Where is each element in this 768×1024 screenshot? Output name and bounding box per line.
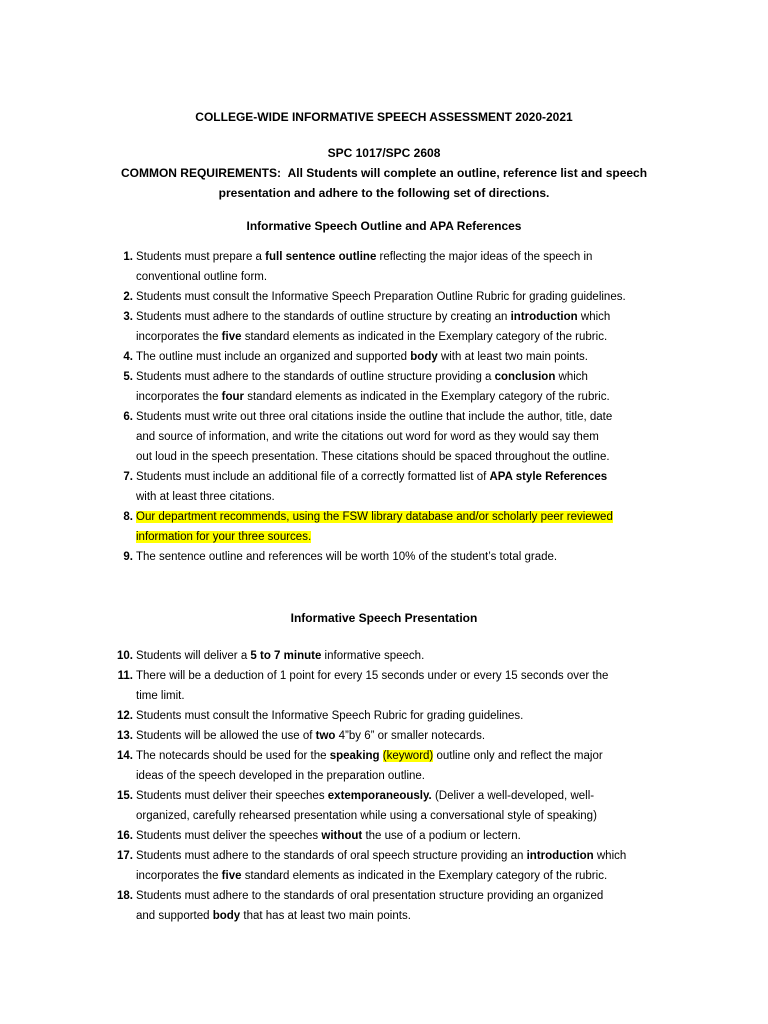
text-segment: with at least two main points. — [437, 351, 588, 363]
list-item-line — [136, 291, 626, 303]
list-item-number: 10. — [117, 650, 133, 662]
list-item-number: 5. — [123, 371, 133, 383]
requirements-line-1 — [0, 166, 768, 180]
bold-text: APA style References — [489, 471, 608, 483]
list-item-line — [136, 331, 607, 343]
list-item-line — [136, 830, 521, 842]
list-item-line — [136, 770, 425, 782]
list-item-number: 15. — [117, 790, 133, 802]
text-segment: that has at least two main points. — [240, 910, 411, 922]
list-item-number: 6. — [123, 411, 133, 423]
list-item-line — [136, 790, 594, 802]
text-segment: incorporates the — [136, 391, 222, 403]
list-item-line — [136, 471, 607, 483]
text-segment: The sentence outline and references will be worth 10% of the student’s total grade. — [136, 551, 558, 563]
text-segment: informative speech. — [321, 650, 425, 662]
requirements-line-2: presentation and adhere to the following set of directions. — [218, 186, 550, 200]
text-segment: Students must adhere to the standards of oral presentation structure providing an organized — [136, 890, 604, 902]
text-segment: Students must deliver the speeches — [136, 830, 322, 842]
text-segment: outline only and reflect the major — [433, 750, 603, 762]
list-item-number: 4. — [123, 351, 133, 363]
text-segment: The outline must include an organized and supported — [136, 351, 411, 363]
text-segment: which — [593, 850, 627, 862]
list-item-line — [136, 670, 608, 682]
list-item-line — [136, 551, 557, 563]
bold-text: four — [221, 391, 245, 403]
list-item-line — [136, 850, 626, 862]
list-item-number: 16. — [117, 830, 133, 842]
text-segment: standard elements as indicated in the Exemplary category of the rubric. — [241, 331, 608, 343]
list-item-number: 18. — [117, 890, 133, 902]
list-item-line — [136, 491, 275, 503]
bold-text: five — [221, 331, 242, 343]
bold-text: conclusion — [494, 371, 556, 383]
text-segment: The notecards should be used for the — [136, 750, 330, 762]
list-item-line — [136, 870, 607, 882]
bold-text: outline — [338, 251, 377, 263]
list-item-line — [136, 271, 267, 283]
list-item-number: 7. — [123, 471, 133, 483]
requirements-label: COMMON REQUIREMENTS: — [120, 166, 281, 180]
list-item-number: 9. — [123, 551, 133, 563]
bold-text: five — [221, 870, 242, 882]
list-item-line — [136, 311, 610, 323]
text-segment: Students must consult the Informative Speech Rubric for grading guidelines. — [136, 710, 524, 722]
text-segment: out loud in the speech presentation. These citations should be spaced throughout the outline. — [136, 451, 610, 463]
list-item-line — [136, 391, 610, 403]
list-item-line — [136, 730, 485, 742]
list-item-number: 2. — [123, 291, 133, 303]
list-item-line — [136, 910, 411, 922]
document-title: COLLEGE-WIDE INFORMATIVE SPEECH ASSESSMENT 2020-2021 — [195, 110, 573, 124]
list-item-line — [136, 511, 613, 523]
list-item-line — [136, 411, 612, 423]
text-segment: Students must adhere to the standards of oral speech structure providing an — [136, 850, 527, 862]
list-item-line — [136, 531, 311, 543]
bold-text: speaking — [329, 750, 380, 762]
text-segment: Students must consult the Informative Speech Preparation Outline Rubric for grading guidelines. — [136, 291, 626, 303]
list-item-line — [136, 371, 588, 383]
text-segment: Students must write out three oral citations inside the outline that include the author, title, date — [136, 411, 613, 423]
list-item-line — [136, 810, 597, 822]
list-item-number: 11. — [117, 670, 133, 682]
text-segment: ideas of the speech developed in the preparation outline. — [136, 770, 425, 782]
list-item-number: 8. — [123, 511, 133, 523]
text-segment: Students will be allowed the use of — [136, 730, 316, 742]
text-segment: the use of a podium or lectern. — [362, 830, 521, 842]
list-item-number: 14. — [117, 750, 133, 762]
bold-text: two — [315, 730, 336, 742]
bold-text: body — [212, 910, 241, 922]
text-segment: Students must prepare a — [136, 251, 266, 263]
text-segment: Students must adhere to the standards of outline structure providing a — [136, 371, 495, 383]
text-segment: time limit. — [136, 690, 185, 702]
section-heading-presentation: Informative Speech Presentation — [290, 611, 478, 625]
text-segment: Students must include an additional file of a correctly formatted list of — [136, 471, 490, 483]
highlighted-text: Our department recommends, using the FSW library database and/or scholarly peer reviewed — [136, 511, 613, 523]
section-heading-outline: Informative Speech Outline and APA References — [246, 219, 522, 233]
text-segment: reflecting the major ideas of the speech in — [376, 251, 593, 263]
text-segment: incorporates the — [136, 870, 222, 882]
text-segment: and supported — [136, 910, 213, 922]
text-segment: standard elements as indicated in the Exemplary category of the rubric. — [244, 391, 610, 403]
text-segment: Students must deliver their speeches — [136, 790, 328, 802]
list-item-line — [136, 451, 610, 463]
text-segment: There will be a deduction of 1 point for every 15 seconds under or every 15 seconds over the — [136, 670, 609, 682]
bold-text: introduction — [510, 311, 578, 323]
bold-text: without — [321, 830, 363, 842]
list-item-number: 13. — [117, 730, 133, 742]
highlighted-text: (keyword) — [382, 750, 434, 762]
text-segment: with at least three citations. — [136, 491, 275, 503]
bold-text: 5 to 7 minute — [250, 650, 322, 662]
list-item-number: 1. — [123, 251, 133, 263]
bold-text: extemporaneously. — [327, 790, 432, 802]
text-segment: which — [577, 311, 611, 323]
list-item-line — [136, 690, 185, 702]
list-item-line — [136, 710, 523, 722]
text-segment: and source of information, and write the citations out word for word as they would say them — [136, 431, 599, 443]
text-segment: which — [555, 371, 588, 383]
course-code: SPC 1017/SPC 2608 — [327, 146, 441, 160]
text-segment: incorporates the — [136, 331, 222, 343]
requirements-text-1: All Students will complete an outline, reference list and speech — [287, 166, 648, 180]
text-segment: (Deliver a well-developed, well- — [431, 790, 595, 802]
list-item-number: 17. — [117, 850, 133, 862]
list-item-line — [136, 650, 424, 662]
highlighted-text: information for your three sources. — [136, 531, 312, 543]
list-item-number: 3. — [123, 311, 133, 323]
text-segment: Students will deliver a — [136, 650, 251, 662]
text-segment: organized, carefully rehearsed presentation while using a conversational style of speaking) — [136, 810, 597, 822]
bold-text: body — [410, 351, 438, 363]
list-item-line — [136, 890, 603, 902]
list-item-line — [136, 431, 599, 443]
bold-text: full sentence — [265, 251, 336, 263]
text-segment: standard elements as indicated in the Exemplary category of the rubric. — [241, 870, 608, 882]
text-segment: conventional outline form. — [136, 271, 268, 283]
list-item-line — [136, 351, 588, 363]
text-segment: 4”by 6” or smaller notecards. — [335, 730, 486, 742]
list-item-line — [136, 750, 603, 762]
list-item-line — [136, 251, 592, 263]
list-item-number: 12. — [117, 710, 133, 722]
bold-text: introduction — [526, 850, 594, 862]
text-segment: Students must adhere to the standards of outline structure by creating an — [136, 311, 511, 323]
